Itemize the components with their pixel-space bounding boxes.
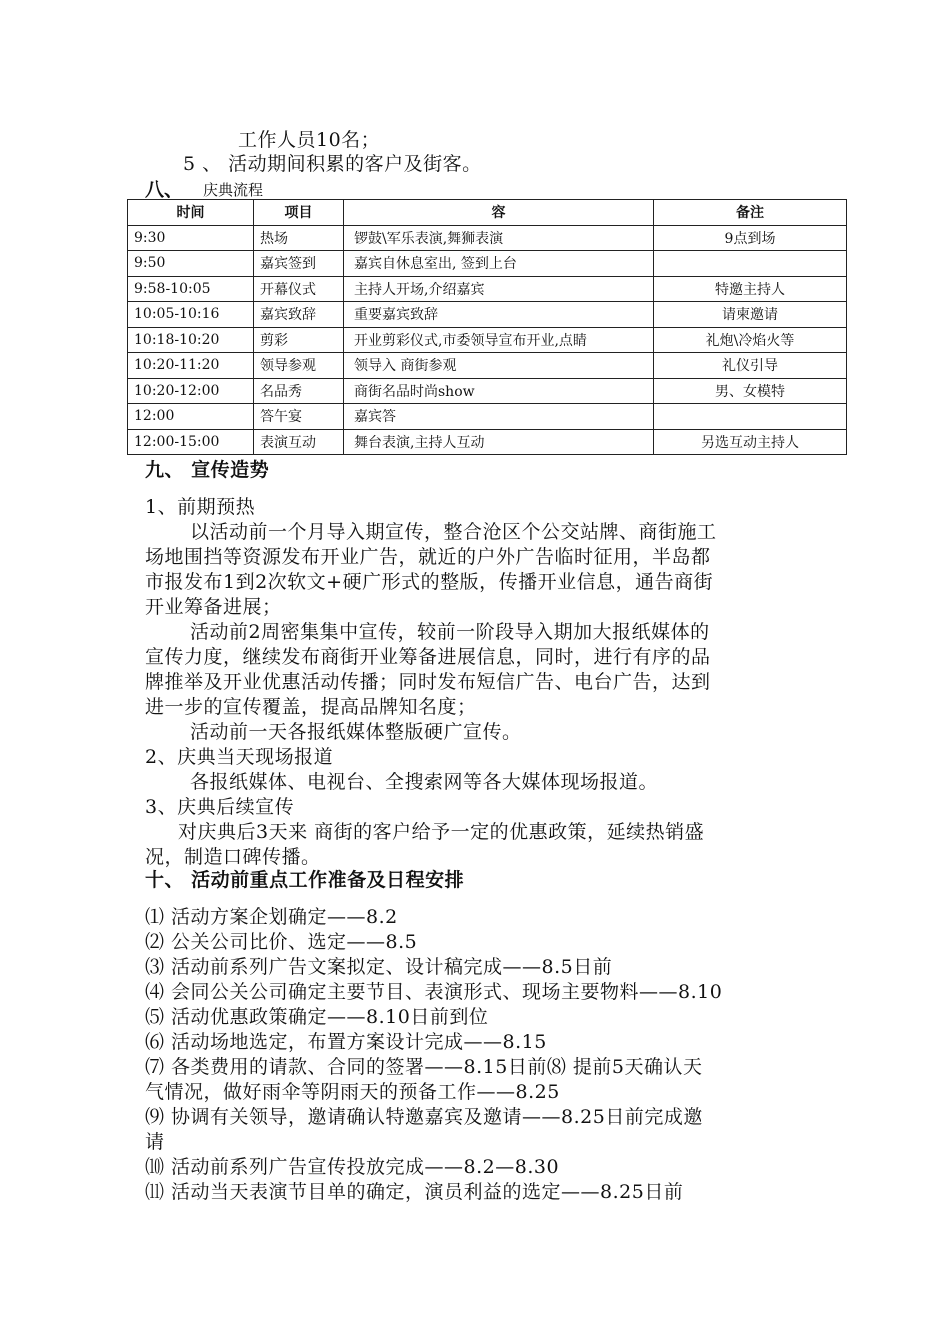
schedule-item: ⑶ 活动前系列广告文案拟定、设计稿完成——8.5日前 <box>145 956 613 978</box>
table-row <box>128 251 847 277</box>
paragraph-line: 各报纸媒体、电视台、全搜索网等各大媒体现场报道。 <box>190 771 659 793</box>
schedule-item: ⑹ 活动场地选定，布置方案设计完成——8.15 <box>145 1031 547 1053</box>
table-row <box>128 429 847 455</box>
cell-item: 表演互动 <box>254 429 344 455</box>
cell-remark: 9点到场 <box>654 225 847 251</box>
table-row <box>128 302 847 328</box>
intro-line-2: 5 、 活动期间积累的客户及街客。 <box>183 153 482 175</box>
cell-content: 重要嘉宾致辞 <box>344 302 654 328</box>
cell-content: 舞台表演,主持人互动 <box>344 429 654 455</box>
schedule-item: ⑵ 公关公司比价、选定——8.5 <box>145 931 418 953</box>
header-remark: 备注 <box>654 200 847 226</box>
table-header-row <box>128 200 847 226</box>
intro-line-1: 工作人员10名； <box>238 129 381 151</box>
cell-time: 10:20-12:00 <box>128 378 254 404</box>
table-row <box>128 378 847 404</box>
cell-content: 主持人开场,介绍嘉宾 <box>344 276 654 302</box>
schedule-item: ⑸ 活动优惠政策确定——8.10日前到位 <box>145 1006 489 1028</box>
paragraph-line: 活动前2周密集集中宣传，较前一阶段导入期加大报纸媒体的 <box>190 621 710 643</box>
schedule-item: ⑾ 活动当天表演节目单的确定，演员利益的选定——8.25日前 <box>145 1181 684 1203</box>
paragraph-line: 况，制造口碑传播。 <box>145 846 321 868</box>
cell-content: 嘉宾答 <box>344 404 654 430</box>
paragraph-line: 市报发布1到2次软文+硬广形式的整版，传播开业信息，通告商街 <box>145 571 714 593</box>
paragraph-line: 场地围挡等资源发布开业广告，就近的户外广告临时征用，半岛都 <box>145 546 711 568</box>
cell-remark: 特邀主持人 <box>654 276 847 302</box>
subheading: 3、庆典后续宣传 <box>145 796 295 818</box>
cell-time: 10:05-10:16 <box>128 302 254 328</box>
section-8-number: 八、 <box>145 179 184 201</box>
cell-time: 12:00-15:00 <box>128 429 254 455</box>
paragraph-line: 活动前一天各报纸媒体整版硬广宣传。 <box>190 721 522 743</box>
cell-item: 剪彩 <box>254 327 344 353</box>
cell-remark: 男、女模特 <box>654 378 847 404</box>
cell-remark: 礼炮\冷焰火等 <box>654 327 847 353</box>
cell-content: 锣鼓\军乐表演,舞狮表演 <box>344 225 654 251</box>
schedule-item: ⑼ 协调有关领导，邀请确认特邀嘉宾及邀请——8.25日前完成邀 <box>145 1106 703 1128</box>
cell-time: 9:58-10:05 <box>128 276 254 302</box>
paragraph-line: 开业筹备进展； <box>145 596 282 618</box>
cell-remark <box>654 251 847 277</box>
section-10-heading: 十、 活动前重点工作准备及日程安排 <box>145 869 465 891</box>
paragraph-line: 以活动前一个月导入期宣传，整合沧区个公交站牌、商街施工 <box>190 521 717 543</box>
cell-remark <box>654 404 847 430</box>
paragraph-line: 宣传力度，继续发布商街开业筹备进展信息，同时，进行有序的品 <box>145 646 711 668</box>
paragraph-line: 牌推举及开业优惠活动传播；同时发布短信广告、电台广告，达到 <box>145 671 711 693</box>
table-row <box>128 327 847 353</box>
paragraph-line: 进一步的宣传覆盖，提高品牌知名度； <box>145 696 477 718</box>
cell-time: 12:00 <box>128 404 254 430</box>
cell-item: 嘉宾致辞 <box>254 302 344 328</box>
cell-time: 10:18-10:20 <box>128 327 254 353</box>
schedule-item: ⑽ 活动前系列广告宣传投放完成——8.2—8.30 <box>145 1156 560 1178</box>
ceremony-schedule-table <box>127 199 847 455</box>
header-content: 容 <box>344 200 654 226</box>
table-row <box>128 353 847 379</box>
schedule-item: ⑷ 会同公关公司确定主要节目、表演形式、现场主要物料——8.10 <box>145 981 723 1003</box>
cell-item: 领导参观 <box>254 353 344 379</box>
cell-content: 开业剪彩仪式,市委领导宣布开业,点睛 <box>344 327 654 353</box>
cell-time: 10:20-11:20 <box>128 353 254 379</box>
cell-content: 领导入 商街参观 <box>344 353 654 379</box>
header-time: 时间 <box>128 200 254 226</box>
schedule-item: ⑴ 活动方案企划确定——8.2 <box>145 906 398 928</box>
schedule-item: ⑺ 各类费用的请款、合同的签署——8.15日前⑻ 提前5天确认天 <box>145 1056 703 1078</box>
table-row <box>128 404 847 430</box>
cell-item: 热场 <box>254 225 344 251</box>
cell-remark: 另选互动主持人 <box>654 429 847 455</box>
cell-time: 9:30 <box>128 225 254 251</box>
paragraph-line: 对庆典后3天来 商街的客户给予一定的优惠政策，延续热销盛 <box>178 821 705 843</box>
cell-item: 答午宴 <box>254 404 344 430</box>
cell-item: 嘉宾签到 <box>254 251 344 277</box>
cell-time: 9:50 <box>128 251 254 277</box>
table-row <box>128 225 847 251</box>
header-item: 项目 <box>254 200 344 226</box>
cell-content: 商街名品时尚show <box>344 378 654 404</box>
cell-content: 嘉宾自休息室出, 签到上台 <box>344 251 654 277</box>
cell-item: 开幕仪式 <box>254 276 344 302</box>
cell-remark: 礼仪引导 <box>654 353 847 379</box>
cell-remark: 请柬邀请 <box>654 302 847 328</box>
section-9-heading: 九、 宣传造势 <box>145 459 270 481</box>
subheading: 2、庆典当天现场报道 <box>145 746 334 768</box>
schedule-item: 请 <box>145 1131 165 1153</box>
section-8-title: 庆典流程 <box>203 181 264 199</box>
subheading: 1、前期预热 <box>145 496 256 518</box>
table-row <box>128 276 847 302</box>
schedule-item: 气情况，做好雨伞等阴雨天的预备工作——8.25 <box>145 1081 560 1103</box>
cell-item: 名品秀 <box>254 378 344 404</box>
